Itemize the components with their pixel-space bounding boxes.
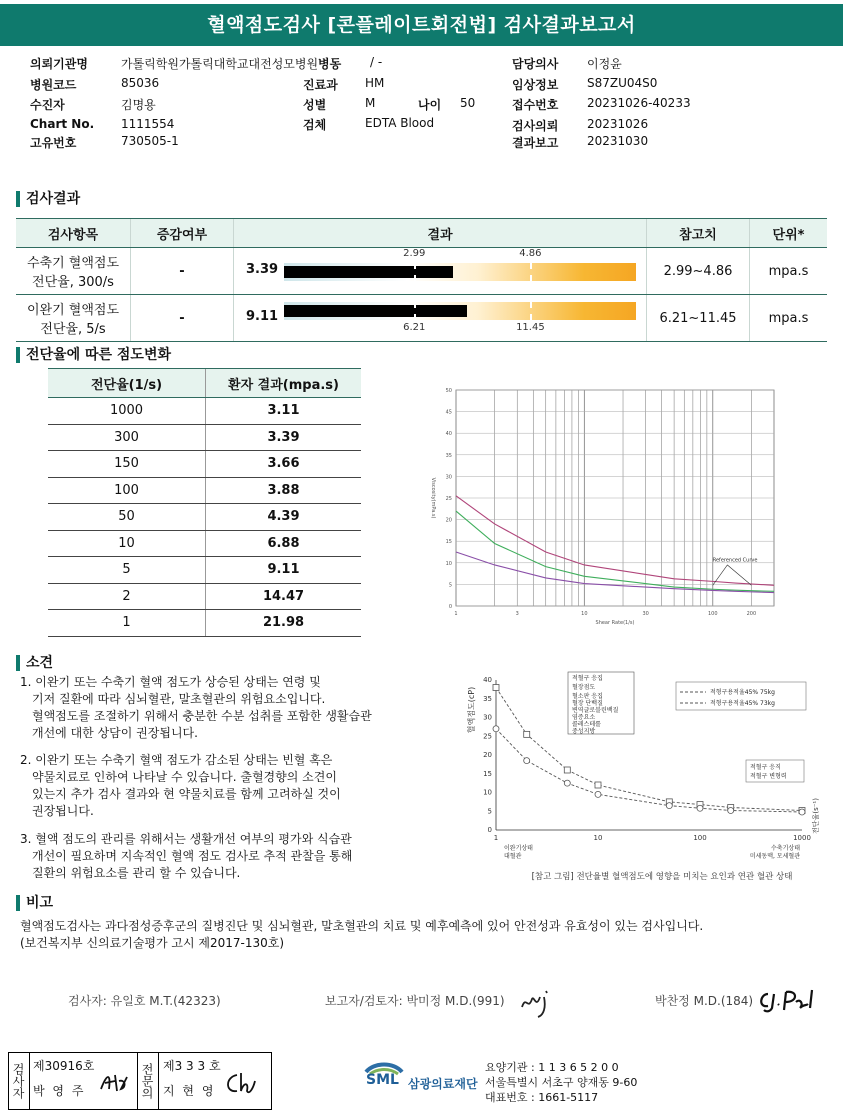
y-tick-label: 20 (483, 751, 492, 759)
report-label: 결과보고 (512, 136, 559, 150)
data-point (564, 780, 570, 786)
data-point (524, 731, 530, 737)
remarks-section-title: 비고 (16, 892, 53, 912)
id-label: 고유번호 (30, 136, 77, 150)
legend-entry: 적형구용적율45% 73kg (710, 700, 775, 707)
factor-item: 변역글로블린백질 (572, 707, 619, 714)
patient-label: 수진자 (30, 98, 65, 112)
org-info: 요양기관 : 1 1 3 6 5 2 0 0 서울특별시 서초구 양재동 9-60 대표번호 : 1661-5117 (485, 1061, 638, 1104)
chart-caption: [참고 그림] 전단율별 혈액점도에 영향을 미치는 요인과 연관 혈관 상태 (531, 872, 793, 882)
data-point (595, 782, 601, 788)
x-tick-label: 1 (493, 834, 499, 842)
accession-label: 접수번호 (512, 98, 559, 112)
patient-result-cell: 21.98 (206, 610, 362, 637)
y-tick-label: 35 (483, 694, 492, 703)
sex-value: M (365, 96, 376, 110)
data-point (595, 791, 601, 797)
request-value: 20231026 (587, 117, 649, 131)
x-tick-label: 1000 (793, 834, 811, 842)
col-result: 결과 (234, 219, 647, 248)
x-axis-label-2: 전단율(s⁻¹) (812, 798, 820, 834)
shear-rate-cell: 2 (48, 583, 206, 610)
shear-rate-cell: 50 (48, 504, 206, 531)
table-row (48, 583, 361, 610)
table-row (48, 557, 361, 584)
x-tick-label: 100 (707, 611, 718, 617)
ward-label: 병동 (318, 57, 342, 71)
col-shear-rate: 전단율(1/s) (48, 369, 206, 398)
data-point (493, 726, 499, 732)
third-handwritten-signature (756, 986, 826, 1016)
patient-result-cell: 14.47 (206, 583, 362, 610)
shear-rate-cell: 150 (48, 451, 206, 478)
clinical-label: 임상정보 (512, 78, 559, 92)
tester-signature-text: 검사자: 유일호 M.T.(42323) (68, 994, 221, 1008)
patient-result-cell: 4.39 (206, 504, 362, 531)
col-patient-result: 환자 결과(mpa.s) (206, 369, 362, 398)
ward-value: / - (370, 55, 383, 69)
x-tick-label: 10 (581, 611, 588, 617)
unit-cell: mpa.s (750, 295, 828, 342)
opinion-section-title: 소견 (16, 652, 53, 672)
table-row (48, 451, 361, 478)
y-tick-label: 45 (445, 409, 452, 416)
sex-label: 성별 (303, 98, 327, 112)
table-row (48, 530, 361, 557)
opinion-paragraph-1: 1. 이완기 또는 수축기 혈액 점도가 상승된 상태는 연령 및 기저 질환에 따라 심뇌혈관, 말초혈관의 위험요소입니다. 혈액점도를 조절하기 위해서 충분한 수분 섭취를 포함한 생활습관 개선에 대한 상담이 권장됩니다. (20, 675, 372, 740)
patient-result-cell: 3.88 (206, 477, 362, 504)
doctor-label: 담당의사 (512, 57, 559, 71)
result-bar (284, 305, 467, 317)
table-row (48, 477, 361, 504)
col-ref: 참고치 (647, 219, 750, 248)
y-tick-label: 40 (445, 431, 452, 438)
y-tick-label: 0 (487, 826, 492, 834)
y-tick-label: 25 (483, 732, 492, 741)
deformability-label: 적혈구 변형력 (750, 773, 787, 780)
hospital-value: 가톨릭학원가톨릭대학교대전성모병원 (121, 57, 319, 71)
clinical-value: S87ZU04S0 (587, 76, 658, 90)
unit-cell: mpa.s (750, 248, 828, 295)
factor-item: 혈소판 응집 (572, 693, 603, 700)
org-name: 삼광의료재단 (408, 1077, 478, 1091)
table-row (16, 248, 827, 295)
specimen-label: 검체 (303, 118, 327, 132)
third-signature-text: 박찬정 M.D.(184) (655, 994, 754, 1008)
y-tick-label: 25 (445, 496, 452, 502)
report-title: 혈액점도검사 [콘플레이트회전법] 검사결과보고서 (0, 4, 843, 46)
ref-low-label: 6.21 (403, 322, 426, 333)
results-section-title: 검사결과 (16, 188, 80, 208)
systolic-label: 수축기상태 (771, 845, 800, 852)
factors-title: 적혈구 응집 (572, 675, 603, 682)
y-tick-label: 30 (483, 713, 492, 722)
viscosity-section-title: 전단율에 따른 점도변화 (16, 344, 171, 364)
ref-cell: 6.21~11.45 (647, 295, 750, 342)
shear-rate-cell: 100 (48, 477, 206, 504)
data-point (728, 808, 734, 814)
result-gauge (284, 302, 636, 333)
accession-value: 20231026-40233 (587, 96, 691, 110)
y-tick-label: 0 (448, 604, 452, 610)
x-tick-label: 30 (642, 611, 649, 617)
result-cell (234, 295, 647, 342)
ref-high-label: 4.86 (519, 248, 542, 259)
age-value: 50 (460, 96, 476, 110)
remarks-text: 혈액점도검사는 과다점성증후군의 질병진단 및 심뇌혈관, 말초혈관의 치료 및 예후예측에 있어 안전성과 유효성이 있는 검사입니다. (보건복지부 신의료기술평가 고시 제2017-130호) (20, 919, 704, 950)
opinion-paragraph-3: 3. 혈액 점도의 관리를 위해서는 생활개선 여부의 평가와 식습관 개선이 필요하며 지속적인 혈액 점도 검사로 추적 관찰을 통해 질환의 위험요소를 관리 할 수 있습니다. (20, 832, 353, 880)
result-value: 3.39 (246, 262, 279, 277)
y-tick-label: 15 (445, 539, 452, 546)
ref-low-label: 2.99 (403, 248, 426, 259)
results-table (16, 218, 827, 342)
ref-high-label: 11.45 (516, 322, 545, 333)
specialist-name: 지 현 영 (163, 1084, 216, 1098)
diastolic-label: 이완기상태 (504, 845, 533, 852)
result-gauge (284, 248, 636, 281)
specialist-license: 제3 3 3 호 (163, 1059, 221, 1073)
data-point (666, 803, 672, 809)
specialist-stamp-signature (223, 1069, 263, 1099)
annotation-label: Referenced Curve (712, 557, 758, 564)
legend-entry: 적형구용적율45% 75kg (710, 689, 775, 696)
flag-cell: - (131, 248, 234, 295)
item-cell: 이완기 혈액점도 전단율, 5/s (16, 295, 131, 342)
ref-cell: 2.99~4.86 (647, 248, 750, 295)
shear-rate-cell: 1 (48, 610, 206, 637)
factors-title: 혈장점도 (572, 684, 596, 691)
stamp-box (8, 1052, 272, 1110)
shear-rate-cell: 5 (48, 557, 206, 584)
data-point (493, 685, 499, 691)
x-tick-label: 3 (515, 611, 519, 617)
reporter-handwritten-signature (518, 985, 558, 1019)
opinion-paragraph-2: 2. 이완기 또는 수축기 혈액 점도가 감소된 상태는 빈혈 혹은 약물치료로 인하여 나타날 수 있습니다. 출혈경향의 소견이 있는지 추가 검사 결과와 현 약물치료를 함께 고려하실 것이 권장됩니다. (20, 753, 341, 818)
report-value: 20231030 (587, 134, 649, 148)
patient-result-cell: 3.11 (206, 398, 362, 425)
patient-result-cell: 6.88 (206, 530, 362, 557)
y-axis-label: Viscosity(mPa.s) (430, 477, 436, 519)
chart-label: Chart No. (30, 117, 95, 131)
table-row (48, 504, 361, 531)
tester-license: 제30916호 (33, 1059, 95, 1073)
table-row (48, 610, 361, 637)
y-axis-label: 혈액점도(cP) (467, 686, 476, 734)
result-bar (284, 266, 453, 278)
flag-cell: - (131, 295, 234, 342)
y-tick-label: 15 (483, 769, 492, 778)
patient-result-cell: 9.11 (206, 557, 362, 584)
y-tick-label: 5 (487, 807, 492, 816)
logo-text: SML (366, 1072, 399, 1088)
diastolic-label: 대혈관 (504, 853, 522, 860)
viscosity-reference-chart (422, 384, 777, 629)
y-tick-label: 50 (445, 388, 452, 394)
shear-rate-cell: 10 (48, 530, 206, 557)
shear-rate-factors-chart (466, 668, 828, 886)
data-point (697, 805, 703, 811)
x-tick-label: 200 (746, 611, 757, 617)
table-row (48, 424, 361, 451)
systolic-label: 미세동맥, 모세혈관 (749, 853, 800, 860)
x-tick-label: 10 (593, 834, 603, 842)
request-label: 검사의뢰 (512, 119, 559, 133)
tester-stamp-signature (97, 1069, 133, 1097)
specialist-stamp-label: 전문의 (137, 1053, 159, 1109)
shear-rate-cell: 300 (48, 424, 206, 451)
shear-rate-cell: 1000 (48, 398, 206, 425)
y-tick-label: 30 (445, 474, 452, 481)
x-tick-label: 1 (454, 611, 458, 617)
dept-label: 진료과 (303, 78, 338, 92)
factor-item: 중성지방 (572, 728, 596, 735)
deformability-label: 적혈구 응직 (750, 764, 781, 771)
patient-result-cell: 3.39 (206, 424, 362, 451)
col-unit: 단위* (750, 219, 828, 248)
table-row (48, 398, 361, 425)
data-point (524, 758, 530, 764)
age-label: 나이 (418, 98, 442, 112)
y-tick-label: 20 (445, 517, 452, 524)
result-value: 9.11 (246, 309, 279, 324)
y-tick-label: 40 (483, 676, 492, 684)
tester-name: 박 영 주 (33, 1084, 86, 1098)
tester-stamp-label: 검사자 (9, 1053, 30, 1109)
id-value: 730505-1 (121, 134, 179, 148)
y-tick-label: 5 (448, 582, 452, 589)
chart-value: 1111554 (121, 117, 175, 131)
specimen-value: EDTA Blood (365, 116, 435, 130)
x-axis-label: Shear Rate(1/s) (595, 620, 635, 626)
y-tick-label: 10 (445, 560, 452, 567)
hospital-label: 의뢰기관명 (30, 57, 88, 71)
patient-result-cell: 3.66 (206, 451, 362, 478)
table-row (16, 295, 827, 342)
y-tick-label: 35 (445, 452, 452, 459)
viscosity-table (48, 368, 361, 637)
item-cell: 수축기 혈액점도 전단율, 300/s (16, 248, 131, 295)
factor-item: 염증요소 (572, 714, 596, 721)
result-cell (234, 248, 647, 295)
factor-item: 혈장 단백질 (572, 700, 603, 707)
y-tick-label: 10 (483, 788, 492, 797)
patient-value: 김명용 (121, 98, 156, 112)
factor-item: 콜레스테롤 (572, 721, 601, 728)
x-tick-label: 100 (693, 834, 707, 842)
code-value: 85036 (121, 76, 160, 90)
doctor-value: 이정윤 (587, 57, 622, 71)
col-item: 검사항목 (16, 219, 131, 248)
col-flag: 증감여부 (131, 219, 234, 248)
dept-value: HM (365, 76, 385, 90)
data-point (799, 809, 805, 815)
code-label: 병원코드 (30, 78, 77, 92)
reporter-signature-text: 보고자/검토자: 박미정 M.D.(991) (325, 994, 505, 1008)
data-point (564, 767, 570, 773)
